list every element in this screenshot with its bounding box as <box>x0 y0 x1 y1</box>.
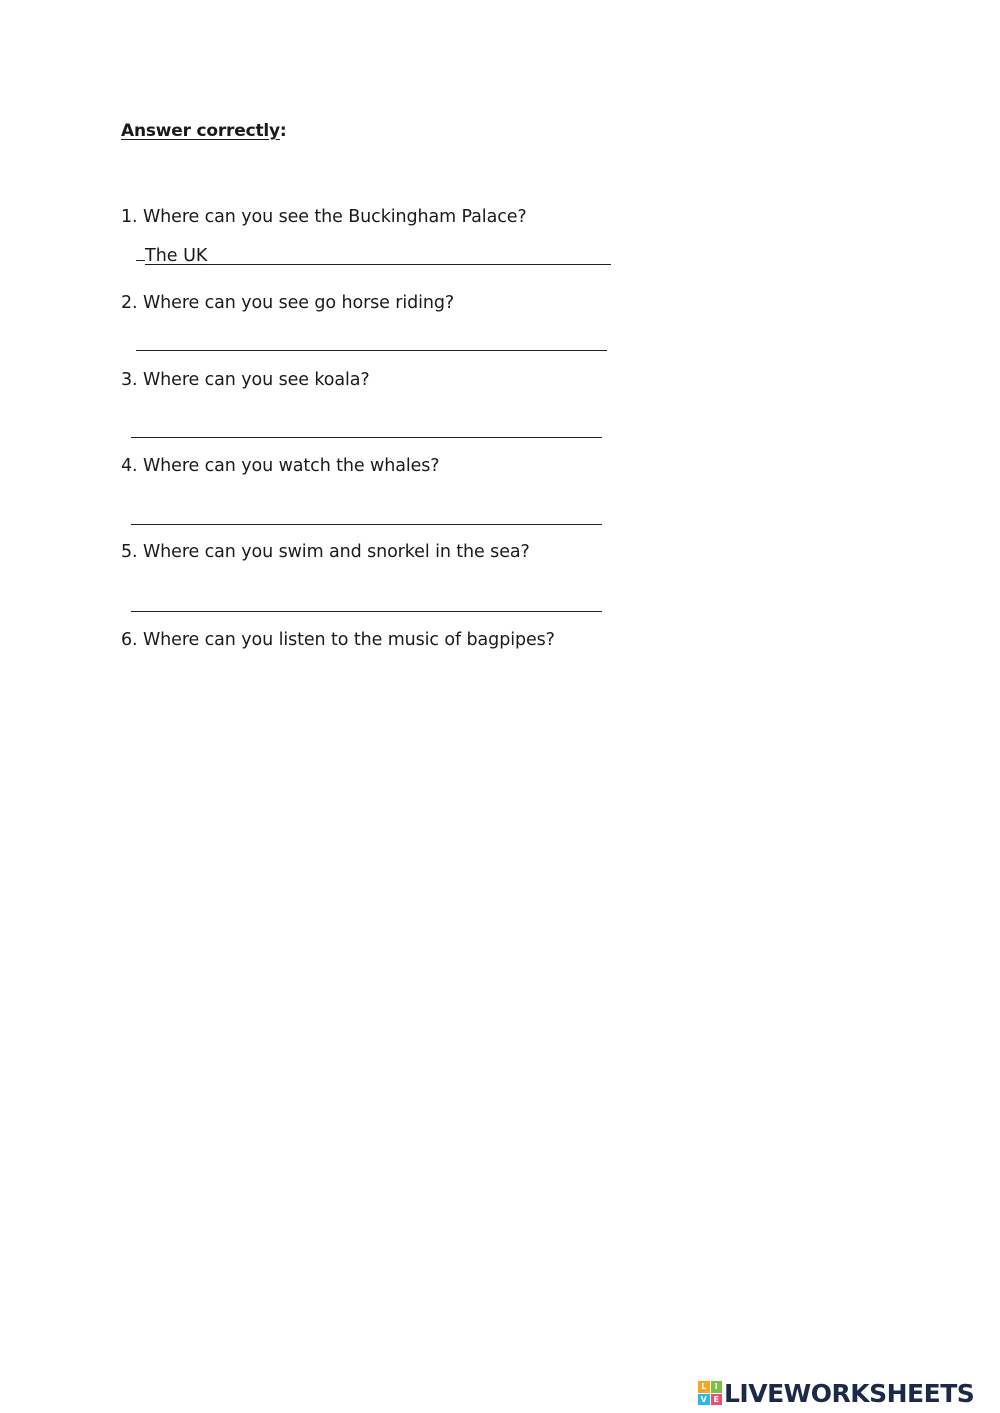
answer-4-field[interactable] <box>131 524 602 525</box>
answer-1-field[interactable] <box>136 246 207 266</box>
heading-title: Answer correctly <box>121 121 280 141</box>
liveworksheets-logo <box>698 1380 974 1406</box>
answer-2-field[interactable] <box>136 350 607 351</box>
question-2: 2. Where can you see go horse riding? <box>121 293 455 313</box>
heading-colon: : <box>279 121 287 141</box>
worksheet-heading <box>121 121 287 141</box>
answer-5-field[interactable] <box>131 611 602 612</box>
answer-1-line <box>205 264 611 265</box>
liveworksheets-logo-icon: L I V E <box>698 1381 722 1405</box>
answer-1-value: The UK <box>145 246 208 266</box>
question-5: 5. Where can you swim and snorkel in the sea? <box>121 542 530 562</box>
question-6: 6. Where can you listen to the music of bagpipes? <box>121 630 555 650</box>
question-1: 1. Where can you see the Buckingham Palace? <box>121 207 527 227</box>
question-4: 4. Where can you watch the whales? <box>121 456 440 476</box>
liveworksheets-brand: LIVEWORKSHEETS <box>724 1378 975 1408</box>
answer-3-field[interactable] <box>131 437 602 438</box>
question-3: 3. Where can you see koala? <box>121 370 370 390</box>
